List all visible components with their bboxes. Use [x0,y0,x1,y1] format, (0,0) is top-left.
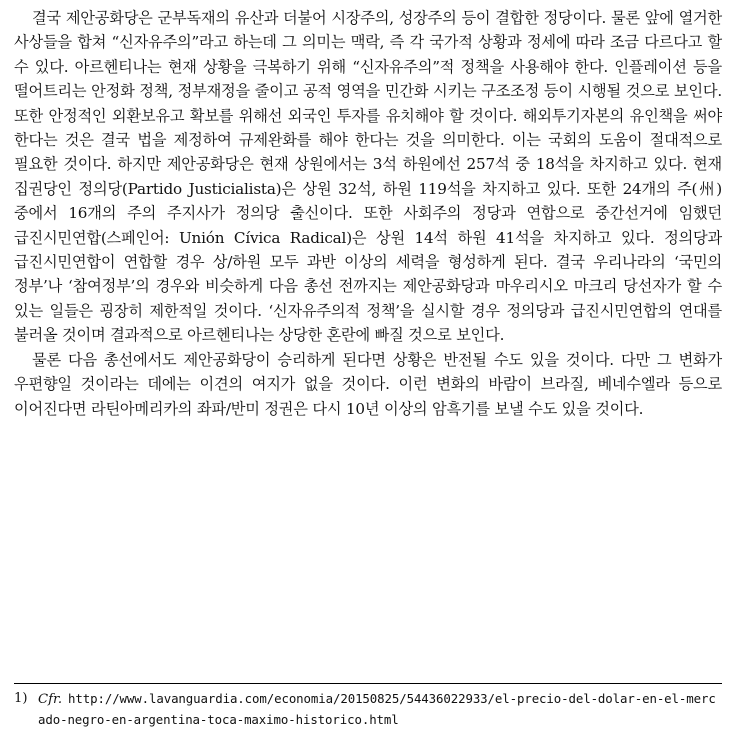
footnote-body [38,689,722,731]
footnote-divider [14,683,722,684]
footnote [14,689,722,731]
paragraph-2: 물론 다음 총선에서도 제안공화당이 승리하게 된다면 상황은 반전될 수도 있을 것이다. 다만 그 변화가 우편향일 것이라는 데에는 이견의 여지가 없을 것이다. 이런 변화의 바람이 브라질, 베네수엘라 등으로 이어진다면 라틴아메리카의 좌파/반미 정권은 다시 10년 이상의 암흑기를 보낼 수도 있을 것이다. [14,350,722,418]
footnote-cfr: Cfr. [38,692,63,707]
body-text [14,6,722,421]
footnote-url-link[interactable]: http://www.lavanguardia.com/economia/20150825/54436022933/el-precio-del-dolar-en-el-mercado-negro-en-argentina-toca-maximo-historico.html [38,691,716,727]
footnote-marker: 1) [14,691,28,706]
paragraph-1: 결국 제안공화당은 군부독재의 유산과 더불어 시장주의, 성장주의 등이 결합한 정당이다. 물론 앞에 열거한 사상들을 합쳐 “신자유주의”라고 하는데 그 의미는 맥락, 즉 각 국가적 상황과 정세에 따라 조금 다르다고 할 수 있다. 아르헨티나는 현재 상황을 극복하기 위해 “신자유주의”적 정책을 사용해야 한다. 인플레이션 등을 떨어트리는 안정화 정책, 정부재정을 줄이고 공적 영역을 민간화 시키는 구조조정 등이 시행될 것으로 보인다. 또한 안정적인 외환보유고 확보를 위해선 외국인 투자를 유치해야 할 것이다. 해외투기자본의 유인책을 써야 한다는 것은 결국 법을 제정하여 규제완화를 해야 한다는 것을 의미한다. 이는 국회의 도움이 절대적으로 필요한 것이다. 하지만 제안공화당은 현재 상원에서는 3석 하원에선 257석 중 18석을 차지하고 있다. 현재 집권당인 정의당(Partido Justicialista)은 상원 32석, 하원 119석을 차지하고 있다. 또한 24개의 주(州)중에서 16개의 주의 주지사가 정의당 출신이다. 또한 사회주의 정당과 연합으로 중간선거에 임했던 급진시민연합(스페인어: Unión Cívica Radical)은 상원 14석 하원 41석을 차지하고 있다. 정의당과 급진시민연합이 연합할 경우 상/하원 모두 과반 이상의 세력을 형성하게 된다. 결국 우리나라의 ‘국민의 정부’나 ‘참여정부’의 경우와 비슷하게 다음 총선 전까지는 제안공화당과 마우리시오 마크리 당선자가 할 수 있는 일들은 굉장히 제한적일 것이다. ‘신자유주의적 정책’을 실시할 경우 정의당과 급진시민연합의 연대를 불러올 것이며 결과적으로 아르헨티나는 상당한 혼란에 빠질 것으로 보인다. [14,9,722,345]
